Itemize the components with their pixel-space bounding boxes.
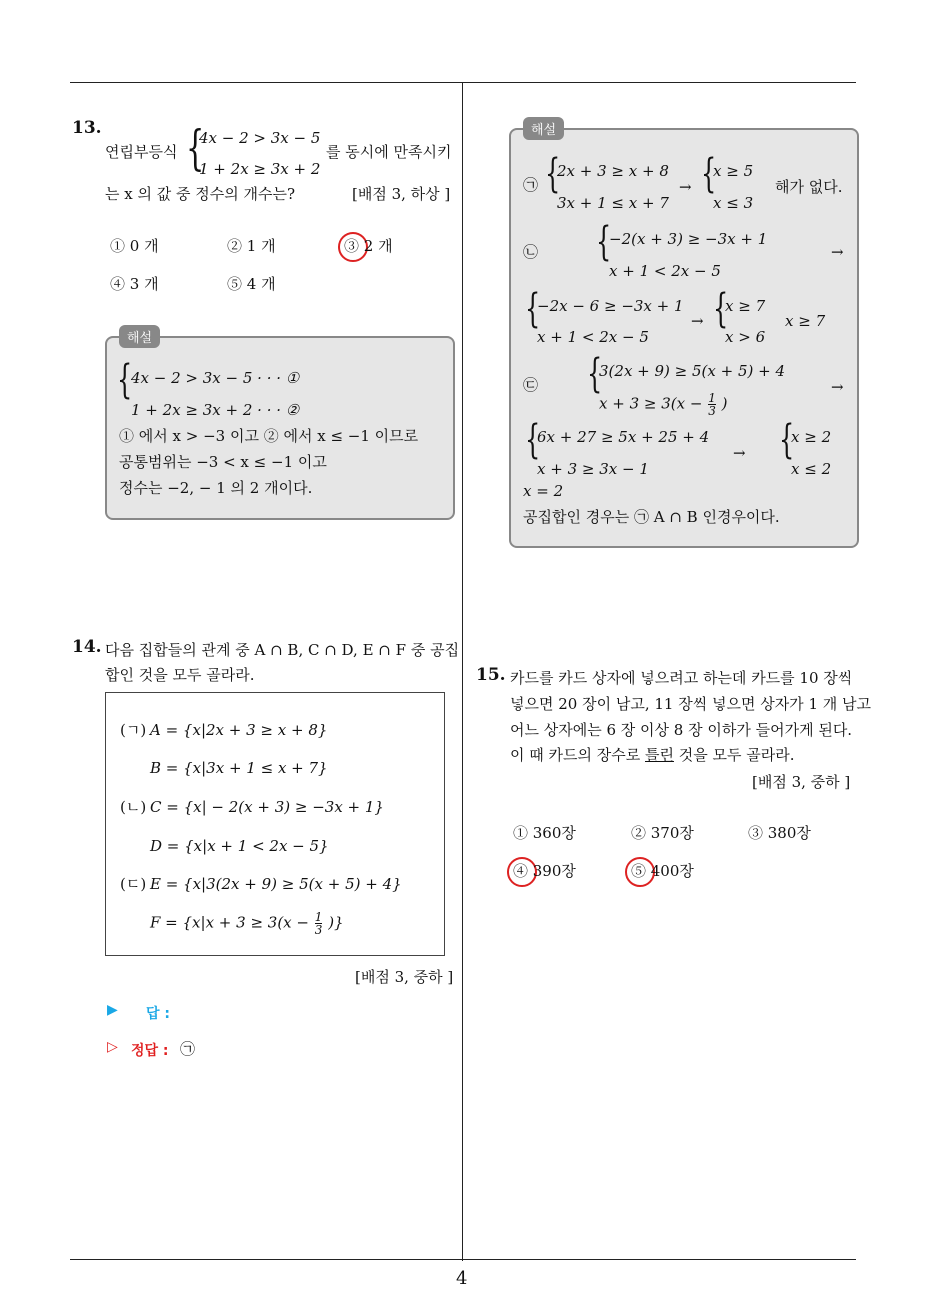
top-rule — [70, 82, 856, 83]
right-solution-box — [509, 128, 859, 548]
question-number: 14. — [72, 637, 102, 657]
case-c-fraction — [708, 392, 716, 417]
solution-line-5: 정수는 −2, − 1 의 2 개이다. — [119, 479, 313, 497]
case-b-brace: { — [596, 219, 612, 265]
question-line-2: 넣으면 20 장이 남고, 11 장씩 넣으면 상자가 1 개 남고 — [510, 695, 871, 713]
case-c-result-brace: { — [779, 417, 795, 463]
case-b-result-2: x > 6 — [725, 328, 766, 346]
set-f-fraction-numerator: 1 — [314, 910, 323, 924]
case-c-result-1: x ≥ 2 — [791, 428, 832, 446]
solution-line-1: 4x − 2 > 3x − 5 · · · ① — [131, 369, 300, 387]
option-4[interactable]: ④ 3 개 — [110, 275, 159, 293]
case-c-step-2: x + 3 ≥ 3x − 1 — [537, 460, 649, 478]
score-label: [배점 3, 중하 ] — [752, 773, 851, 791]
inequality-1: 4x − 2 > 3x − 5 — [199, 129, 321, 147]
solution-line-2: 1 + 2x ≥ 3x + 2 · · · ② — [131, 401, 300, 419]
case-c-brace: { — [587, 351, 603, 397]
set-e: E = {x|3(2x + 9) ≥ 5(x + 5) + 4} — [150, 875, 402, 893]
solution-box — [105, 336, 455, 520]
right-solution-tag: 해설 — [523, 117, 564, 140]
case-b-conclusion: x ≥ 7 — [785, 312, 826, 330]
option-3[interactable]: ③ 380장 — [748, 824, 811, 842]
sets-box — [105, 692, 445, 956]
case-c-arrow: → — [831, 378, 844, 396]
score-label: [배점 3, 중하 ] — [355, 968, 454, 986]
system-brace: { — [186, 120, 205, 176]
case-a-result-brace: { — [701, 151, 717, 197]
question-line-4-post: 것을 모두 골라라. — [673, 746, 795, 764]
case-c-line-1: 3(2x + 9) ≥ 5(x + 5) + 4 — [599, 362, 786, 380]
solution-tag: 해설 — [119, 325, 160, 348]
case-c-line-2-post: ) — [721, 394, 728, 413]
case-c-arrow-2: → — [733, 444, 746, 462]
case-c-conclusion: x = 2 — [523, 482, 564, 500]
case-a-conclusion: 해가 없다. — [775, 178, 843, 196]
case-c-line-2 — [599, 392, 727, 417]
solution-conclusion: 공집합인 경우는 ㉠ A ∩ B 인경우이다. — [523, 508, 780, 526]
case-c-fraction-numerator: 1 — [708, 391, 716, 405]
question-tail-2: 는 x 의 값 중 정수의 개수는? — [105, 185, 296, 203]
option-2[interactable]: ② 370장 — [631, 824, 694, 842]
set-b: B = {x|3x + 1 ≤ x + 7} — [150, 759, 328, 777]
option-1[interactable]: ① 360장 — [513, 824, 576, 842]
page-number: 4 — [456, 1268, 468, 1289]
question-line-1: 카드를 카드 상자에 넣으려고 하는데 카드를 10 장씩 — [510, 669, 853, 687]
case-a-brace: { — [545, 151, 561, 197]
solution-line-4: 공통범위는 −3 < x ≤ −1 이고 — [119, 453, 327, 471]
case-c-line-2-pre: x + 3 ≥ 3(x − — [599, 394, 703, 413]
case-a-result-2: x ≤ 3 — [713, 194, 754, 212]
question-line-1: 다음 집합들의 관계 중 A ∩ B, C ∩ D, E ∩ F 중 공집 — [105, 641, 460, 659]
set-f-pre: F = {x|x + 3 ≥ 3(x − — [150, 913, 309, 932]
question-line-4-pre: 이 때 카드의 장수로 — [510, 746, 645, 764]
set-d: D = {x|x + 1 < 2x − 5} — [150, 837, 329, 855]
option-1[interactable]: ① 0 개 — [110, 237, 159, 255]
set-label-a: (ㄱ) — [120, 721, 147, 739]
solution-brace: { — [117, 357, 133, 403]
case-a-label: ㉠ — [523, 176, 539, 194]
question-line-4 — [510, 744, 795, 766]
option-3[interactable]: ③ 2 개 — [344, 237, 393, 255]
column-divider — [462, 83, 463, 1261]
set-a: A = {x|2x + 3 ≥ x + 8} — [150, 721, 328, 739]
case-c-step-1: 6x + 27 ≥ 5x + 25 + 4 — [537, 428, 710, 446]
answer-marker: ▶ — [107, 1002, 118, 1018]
set-c: C = {x| − 2(x + 3) ≥ −3x + 1} — [150, 798, 384, 816]
case-b-result-1: x ≥ 7 — [725, 297, 766, 315]
option-2[interactable]: ② 1 개 — [227, 237, 276, 255]
case-b-line-1: −2(x + 3) ≥ −3x + 1 — [609, 230, 768, 248]
case-c-fraction-denominator: 3 — [708, 404, 716, 418]
set-label-b: (ㄴ) — [120, 798, 147, 816]
solution-line-3: ① 에서 x > −3 이고 ② 에서 x ≤ −1 이므로 — [119, 427, 419, 445]
question-tail-1: 를 동시에 만족시키 — [326, 143, 452, 161]
option-5[interactable]: ⑤ 400장 — [631, 862, 694, 880]
answer-label: 답 : — [146, 1006, 170, 1022]
case-c-step-brace: { — [525, 417, 541, 463]
set-label-c: (ㄷ) — [120, 875, 147, 893]
case-b-result-brace: { — [713, 286, 729, 332]
set-f-post: )} — [328, 913, 344, 932]
case-b-arrow: → — [831, 243, 844, 261]
case-c-label: ㉢ — [523, 376, 539, 394]
score-label: [배점 3, 하상 ] — [352, 185, 451, 203]
question-line-2: 합인 것을 모두 골라라. — [105, 666, 255, 684]
question-line-3: 어느 상자에는 6 장 이상 8 장 이하가 들어가게 된다. — [510, 721, 853, 739]
question-lead: 연립부등식 — [105, 143, 178, 161]
case-a-line-2: 3x + 1 ≤ x + 7 — [557, 194, 669, 212]
case-b-step-1: −2x − 6 ≥ −3x + 1 — [537, 297, 684, 315]
case-a-result-1: x ≥ 5 — [713, 162, 754, 180]
correct-answer-label: 정답 : — [131, 1043, 169, 1059]
case-c-result-2: x ≤ 2 — [791, 460, 832, 478]
case-b-arrow-2: → — [691, 312, 704, 330]
inequality-2: 1 + 2x ≥ 3x + 2 — [199, 160, 321, 178]
option-5[interactable]: ⑤ 4 개 — [227, 275, 276, 293]
correct-answer-marker: ▷ — [107, 1039, 118, 1055]
question-number: 13. — [72, 118, 102, 138]
case-b-step-2: x + 1 < 2x − 5 — [537, 328, 649, 346]
option-4[interactable]: ④ 390장 — [513, 862, 576, 880]
set-f — [150, 911, 344, 936]
question-emphasis: 틀린 — [645, 746, 674, 764]
question-number: 15. — [476, 665, 506, 685]
correct-answer-value: ㉠ — [180, 1040, 196, 1058]
case-b-step-brace: { — [525, 286, 541, 332]
set-f-fraction-denominator: 3 — [314, 923, 323, 937]
case-b-label: ㉡ — [523, 243, 539, 261]
case-a-line-1: 2x + 3 ≥ x + 8 — [557, 162, 669, 180]
bottom-rule — [70, 1259, 856, 1260]
set-f-fraction — [315, 911, 323, 936]
case-a-arrow: → — [679, 178, 692, 196]
case-b-line-2: x + 1 < 2x − 5 — [609, 262, 721, 280]
